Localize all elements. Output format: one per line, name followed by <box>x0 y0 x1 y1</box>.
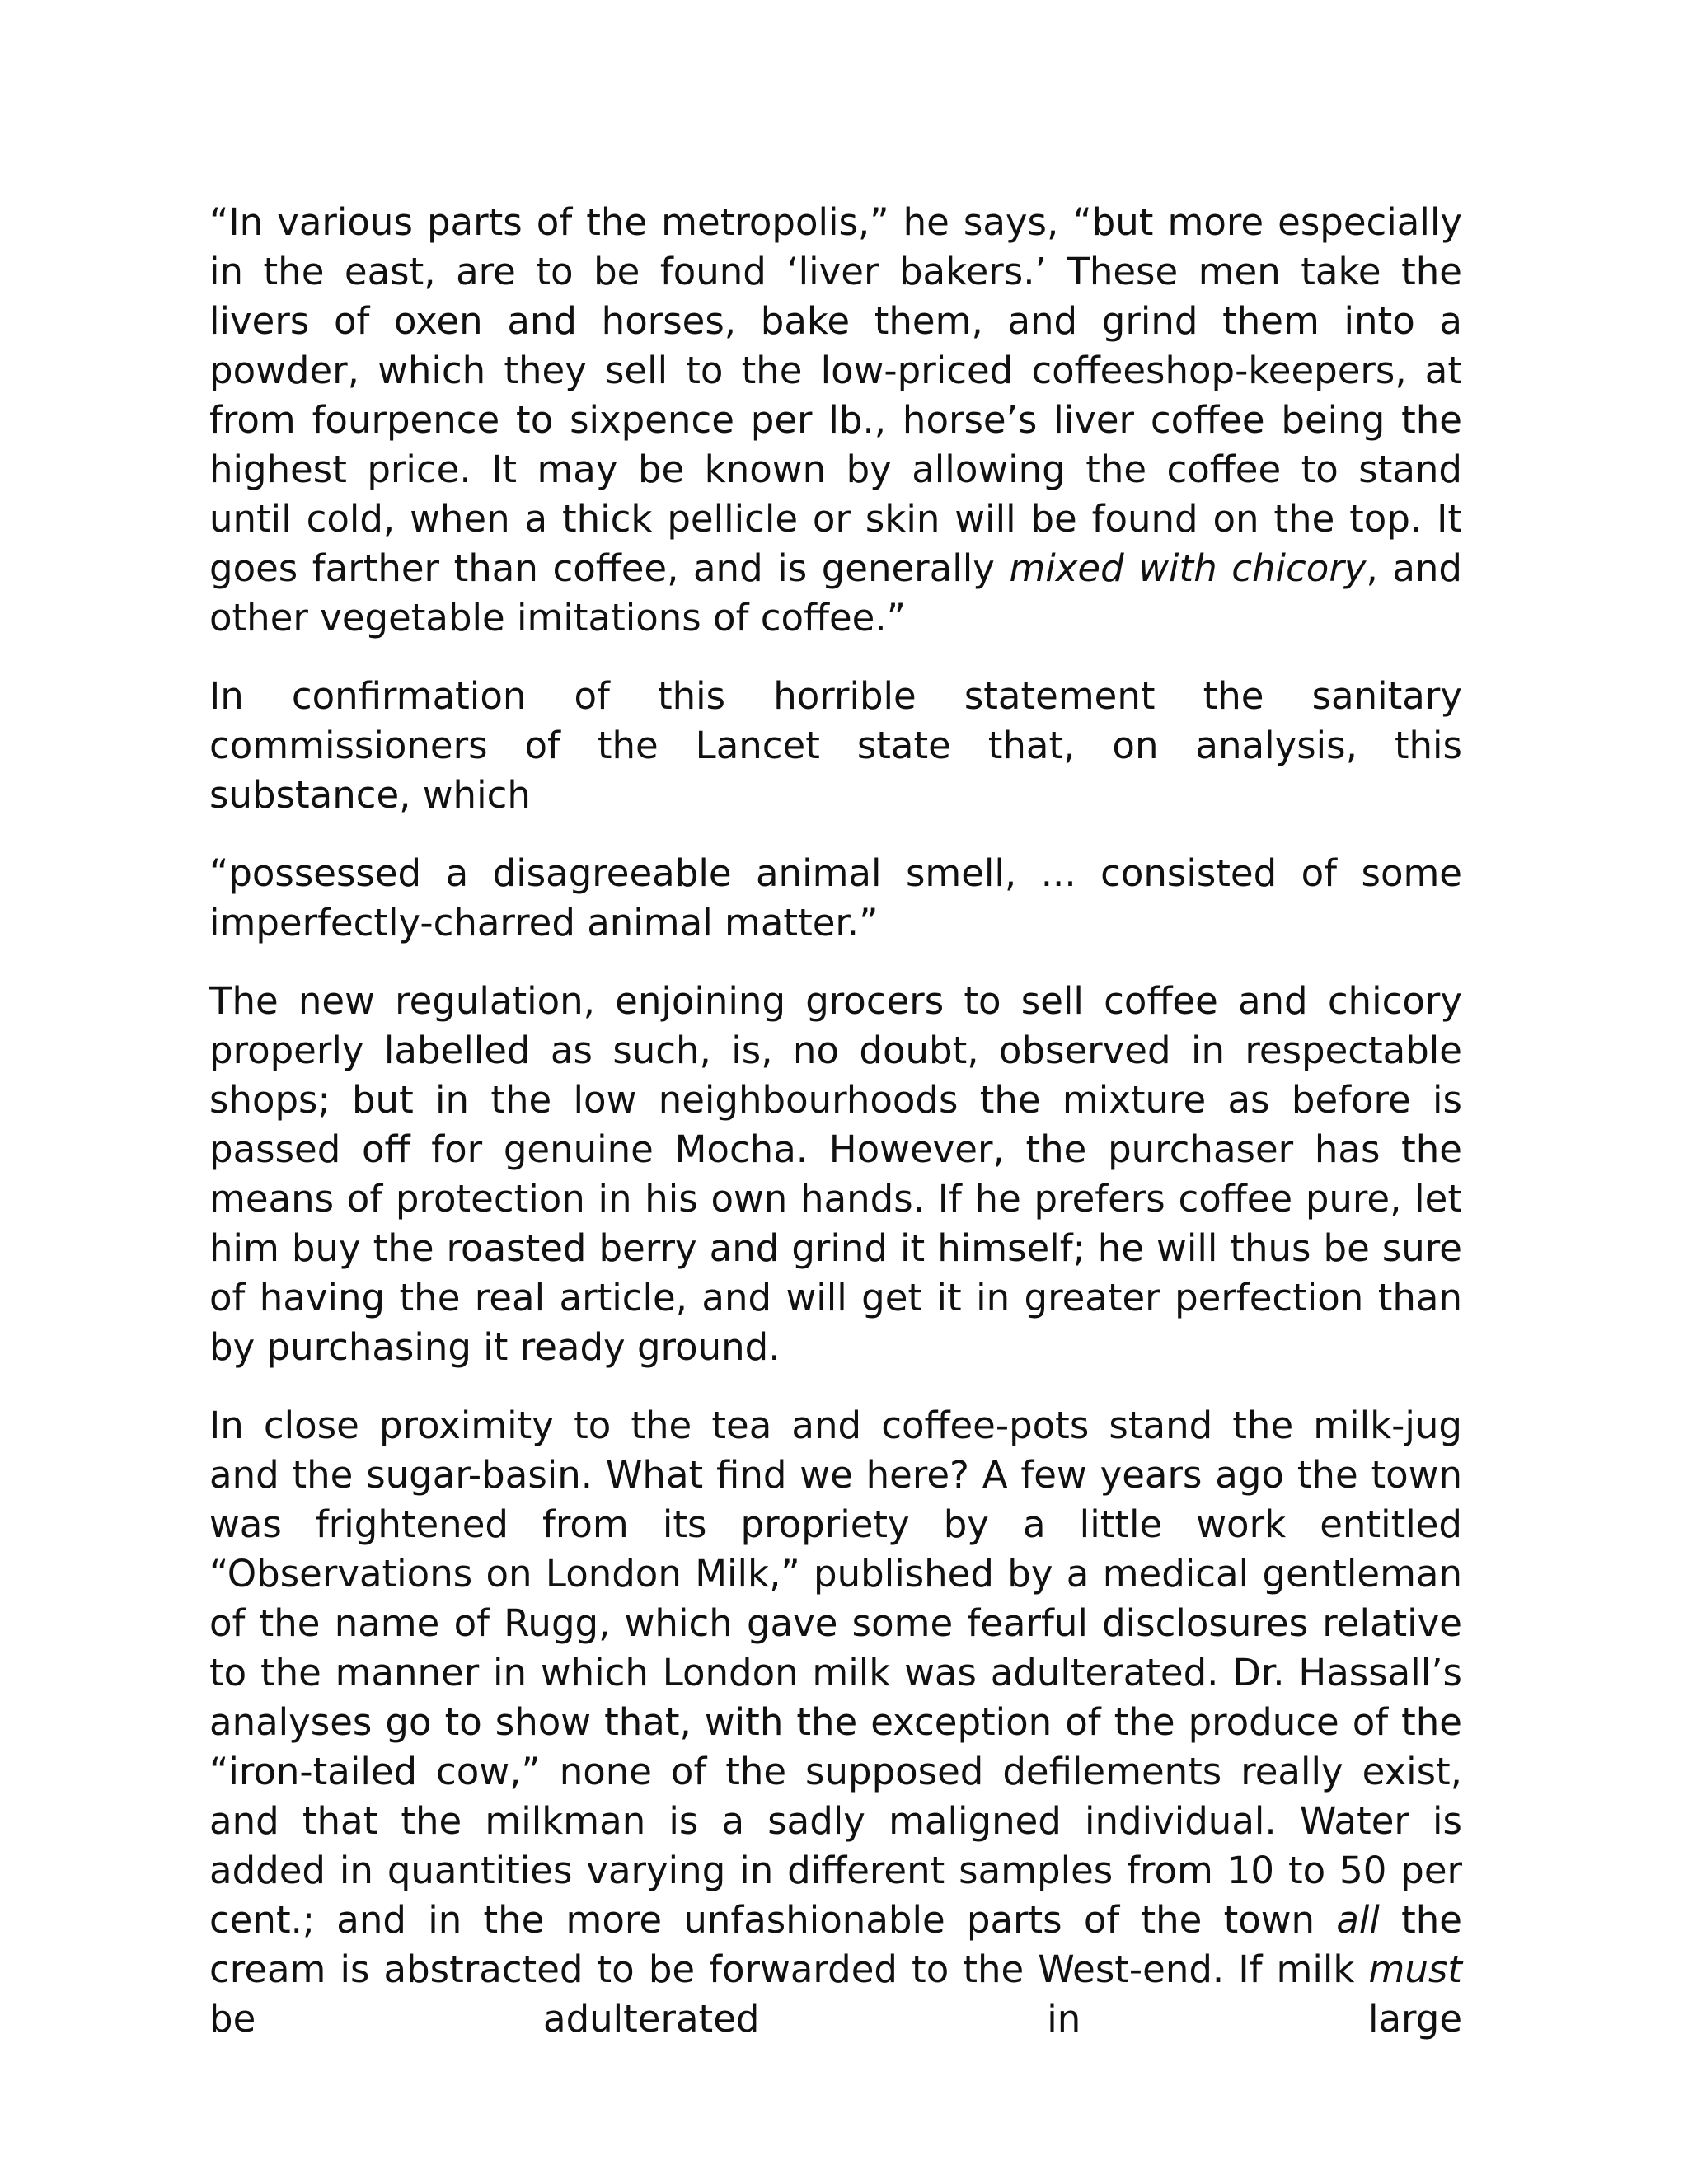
text-segment: be adulterated in large <box>209 1997 1462 2041</box>
document-page <box>209 198 1462 2044</box>
paragraph-milk-adulteration <box>209 1401 1462 2044</box>
paragraph-lancet-quote <box>209 849 1462 948</box>
paragraph-new-regulation <box>209 977 1462 1372</box>
text-segment: the cream is abstracted to be forwarded to the West-end. If milk <box>209 1898 1462 1991</box>
paragraph-liver-bakers-quote <box>209 198 1462 643</box>
text-segment: “In various parts of the metropolis,” he says, “but more especially in the east, are to be found ‘liver bakers.’ These men take the livers of oxen and horses, bake them, and grind them into a powder, which they sell to the low-priced coffeeshop-keepers, at from fourpence to sixpence per lb., horse’s liver coffee being the highest price. It may be known by allowing the coffee to stand until cold, when a thick pellicle or skin will be found on the top. It goes farther than coffee, and is generally <box>209 200 1462 590</box>
text-segment: “possessed a disagreeable animal smell, ... consisted of some imperfectly-charred animal matter.” <box>209 851 1462 944</box>
italic-text-segment: mixed with chicory <box>1009 546 1367 590</box>
text-segment: , and other vegetable imitations of coffee.” <box>209 546 1462 640</box>
text-segment: In confirmation of this horrible statement the sanitary commissioners of the Lancet state that, on analysis, this substance, which <box>209 674 1462 817</box>
italic-text-segment: all <box>1336 1898 1380 1942</box>
italic-text-segment: must <box>1368 1947 1462 1991</box>
paragraph-lancet-confirmation <box>209 672 1462 820</box>
text-segment: The new regulation, enjoining grocers to sell coffee and chicory properly labelled as such, is, no doubt, observed in respectable shops; but in the low neighbourhoods the mixture as before is passed off for genuine Mocha. However, the purchaser has the means of protection in his own hands. If he prefers coffee pure, let him buy the roasted berry and grind it himself; he will thus be sure of having the real article, and will get it in greater perfection than by purchasing it ready ground. <box>209 979 1462 1369</box>
text-segment: In close proximity to the tea and coffee-pots stand the milk-jug and the sugar-basin. What find we here? A few years ago the town was frightened from its propriety by a little work entitled “Observations on London Milk,” published by a medical gentleman of the name of Rugg, which gave some fearful disclosures relative to the manner in which London milk was adulterated. Dr. Hassall’s analyses go to show that, with the exception of the produce of the “iron-tailed cow,” none of the supposed defilements really exist, and that the milkman is a sadly maligned individual. Water is added in quantities varying in different samples from 10 to 50 per cent.; and in the more unfashionable parts of the town <box>209 1404 1462 1942</box>
